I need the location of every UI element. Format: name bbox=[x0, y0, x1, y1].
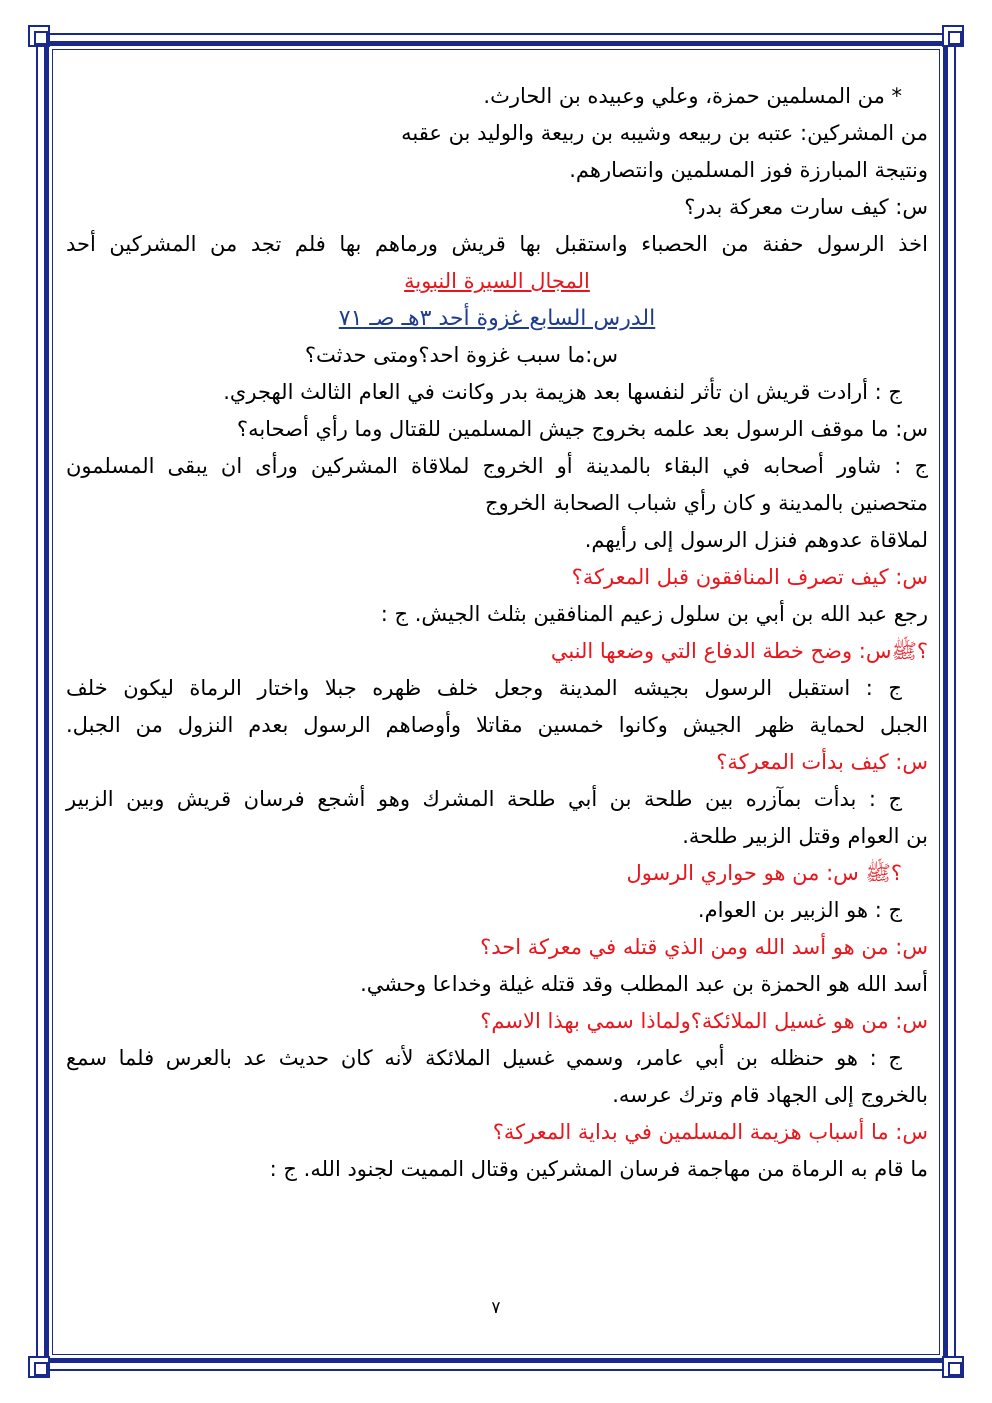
corner-ornament-bottom-right bbox=[942, 1356, 964, 1378]
answer-line: رجع عبد الله بن أبي بن سلول زعيم المنافقين بثلث الجيش. ج : bbox=[380, 602, 928, 626]
page-number: ٧ bbox=[491, 1298, 501, 1318]
corner-ornament-top-right bbox=[942, 25, 964, 47]
corner-ornament-top-left bbox=[28, 25, 50, 47]
question-line: ؟ﷺس: وضح خطة الدفاع التي وضعها النبي bbox=[550, 639, 928, 663]
answer-line: ج : أرادت قريش ان تأثر لنفسها بعد هزيمة بدر وكانت في العام الثالث الهجري. bbox=[223, 380, 902, 404]
question-line: س: كيف بدأت المعركة؟ bbox=[716, 750, 928, 774]
document-body bbox=[66, 78, 928, 1188]
text-line: من المشركين: عتبه بن ربيعه وشيبه بن ربيعة والوليد بن عقبه bbox=[401, 121, 928, 145]
question-line: س: كيف تصرف المنافقون قبل المعركة؟ bbox=[571, 565, 928, 589]
answer-line: ما قام به الرماة من مهاجمة فرسان المشركين وقتال المميت لجنود الله. ج : bbox=[269, 1157, 928, 1181]
question-line: س: ما موقف الرسول بعد علمه بخروج جيش المسلمين للقتال وما رأي أصحابه؟ bbox=[236, 417, 928, 441]
answer-line: لملاقاة عدوهم فنزل الرسول إلى رأيهم. bbox=[584, 528, 928, 552]
corner-ornament-bottom-left bbox=[28, 1356, 50, 1378]
question-line: س: من هو أسد الله ومن الذي قتله في معركة احد؟ bbox=[480, 935, 928, 959]
lesson-title: الدرس السابع غزوة أحد ٣هـ صـ ٧١ bbox=[338, 306, 656, 331]
answer-line: بالخروج إلى الجهاد قام وترك عرسه. bbox=[612, 1083, 928, 1107]
answer-line: ج : هو الزبير بن العوام. bbox=[697, 898, 902, 922]
question-line: س: من هو غسيل الملائكة؟ولماذا سمي بهذا الاسم؟ bbox=[480, 1009, 928, 1033]
question-line: س:ما سبب غزوة احد؟ومتى حدثت؟ bbox=[304, 343, 618, 367]
answer-line: ج : شاور أصحابه في البقاء بالمدينة أو الخروج لملاقاة المشركين ورأى ان يبقى المسلمون bbox=[66, 454, 928, 478]
answer-line: ج : هو حنظله بن أبي عامر، وسمي غسيل الملائكة لأنه كان حديث عد بالعرس فلما سمع bbox=[66, 1046, 902, 1070]
answer-line: متحصنين بالمدينة و كان رأي شباب الصحابة الخروج bbox=[484, 491, 928, 515]
text-line: * من المسلمين حمزة، وعلي وعبيده بن الحارث. bbox=[483, 84, 902, 108]
answer-line: اخذ الرسول حفنة من الحصباء واستقبل بها قريش ورماهم بها فلم تجد من المشركين أحد bbox=[66, 232, 928, 256]
answer-line: بن العوام وقتل الزبير طلحة. bbox=[682, 824, 928, 848]
answer-line: أسد الله هو الحمزة بن عبد المطلب وقد قتله غيلة وخداعا وحشي. bbox=[360, 972, 928, 996]
answer-line: ج : استقبل الرسول بجيشه المدينة وجعل خلف ظهره جبلا واختار الرماة ليكون خلف bbox=[66, 676, 902, 700]
section-title: المجال السيرة النبوية bbox=[404, 269, 590, 293]
question-line: ؟ﷺ س: من هو حواري الرسول bbox=[626, 861, 902, 885]
question-line: س: ما أسباب هزيمة المسلمين في بداية المعركة؟ bbox=[492, 1120, 928, 1144]
answer-line: ج : بدأت بمآزره بين طلحة بن أبي طلحة المشرك وهو أشجع فرسان قريش وبين الزبير bbox=[66, 787, 902, 811]
answer-line: الجبل لحماية ظهر الجيش وكانوا خمسين مقاتلا وأوصاهم الرسول بعدم النزول من الجبل. bbox=[66, 713, 928, 737]
question-line: س: كيف سارت معركة بدر؟ bbox=[684, 195, 928, 219]
text-line: ونتيجة المبارزة فوز المسلمين وانتصارهم. bbox=[569, 158, 928, 182]
